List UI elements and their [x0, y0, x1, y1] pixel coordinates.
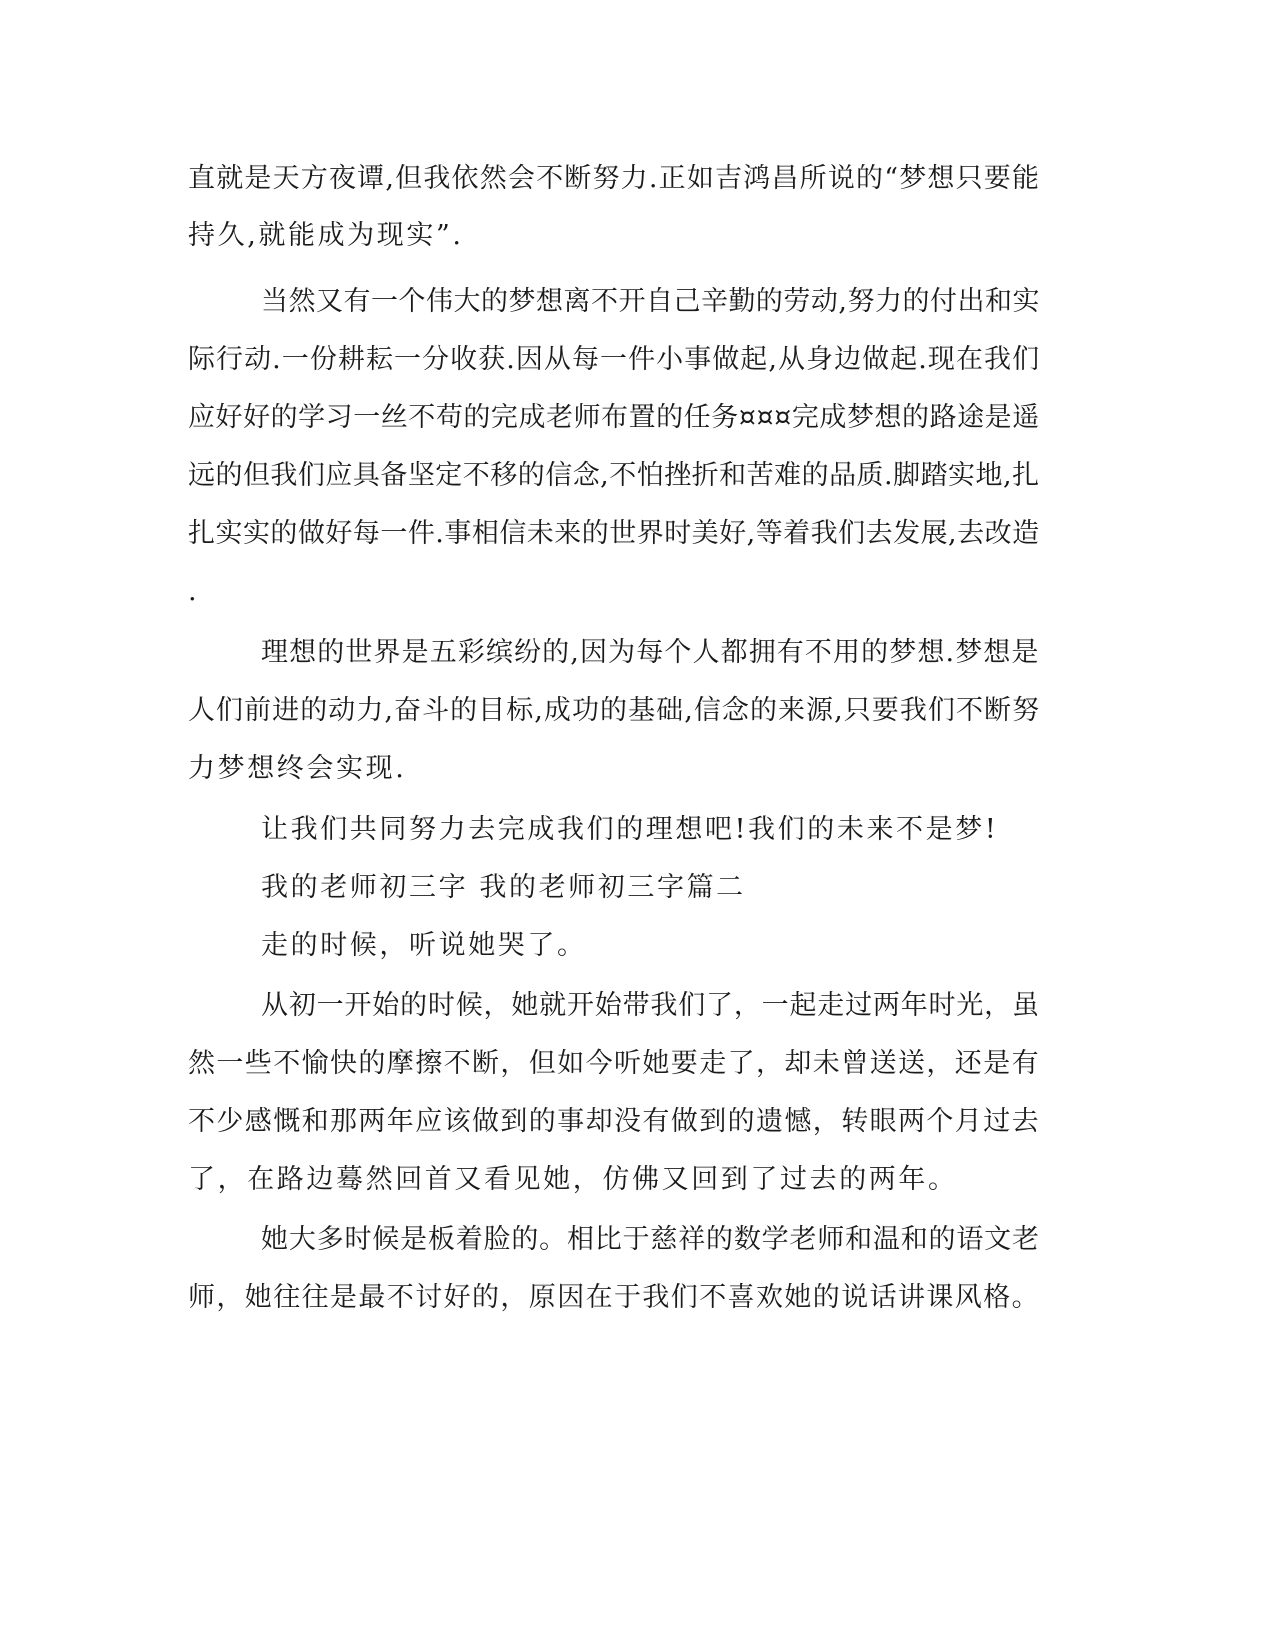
text-line-20: 师，她往往是最不讨好的，原因在于我们不喜欢她的说话讲课风格。	[188, 1282, 1040, 1313]
text-line-8: .	[188, 576, 200, 607]
text-line-2: 持久,就能成为现实”.	[188, 220, 464, 251]
text-line-11: 力梦想终会实现.	[188, 753, 407, 784]
text-line-14: 走的时候，听说她哭了。	[261, 930, 587, 961]
text-line-3: 当然又有一个伟大的梦想离不开自己辛勤的劳动,努力的付出和实	[261, 286, 1040, 317]
text-line-5: 应好好的学习一丝不苟的完成老师布置的任务¤¤¤完成梦想的路途是遥	[188, 402, 1040, 433]
text-line-18: 了，在路边蓦然回首又看见她，仿佛又回到了过去的两年。	[188, 1164, 958, 1195]
text-line-7: 扎实实的做好每一件.事相信未来的世界时美好,等着我们去发展,去改造	[188, 518, 1040, 549]
text-line-13: 我的老师初三字 我的老师初三字篇二	[261, 872, 746, 903]
text-line-17: 不少感慨和那两年应该做到的事却没有做到的遗憾，转眼两个月过去	[188, 1106, 1040, 1137]
text-line-15: 从初一开始的时候，她就开始带我们了，一起走过两年时光，虽	[261, 990, 1040, 1021]
text-line-12: 让我们共同努力去完成我们的理想吧!我们的未来不是梦!	[261, 814, 999, 845]
text-line-16: 然一些不愉快的摩擦不断，但如今听她要走了，却未曾送送，还是有	[188, 1048, 1040, 1079]
text-line-10: 人们前进的动力,奋斗的目标,成功的基础,信念的来源,只要我们不断努	[188, 695, 1041, 726]
text-line-1: 直就是天方夜谭,但我依然会不断努力.正如吉鸿昌所说的“梦想只要能	[188, 163, 1041, 194]
text-line-6: 远的但我们应具备坚定不移的信念,不怕挫折和苦难的品质.脚踏实地,扎	[188, 460, 1040, 491]
text-line-4: 际行动.一份耕耘一分收获.因从每一件小事做起,从身边做起.现在我们	[188, 344, 1041, 375]
text-line-9: 理想的世界是五彩缤纷的,因为每个人都拥有不用的梦想.梦想是	[261, 637, 1040, 668]
text-line-19: 她大多时候是板着脸的。相比于慈祥的数学老师和温和的语文老	[261, 1224, 1040, 1255]
